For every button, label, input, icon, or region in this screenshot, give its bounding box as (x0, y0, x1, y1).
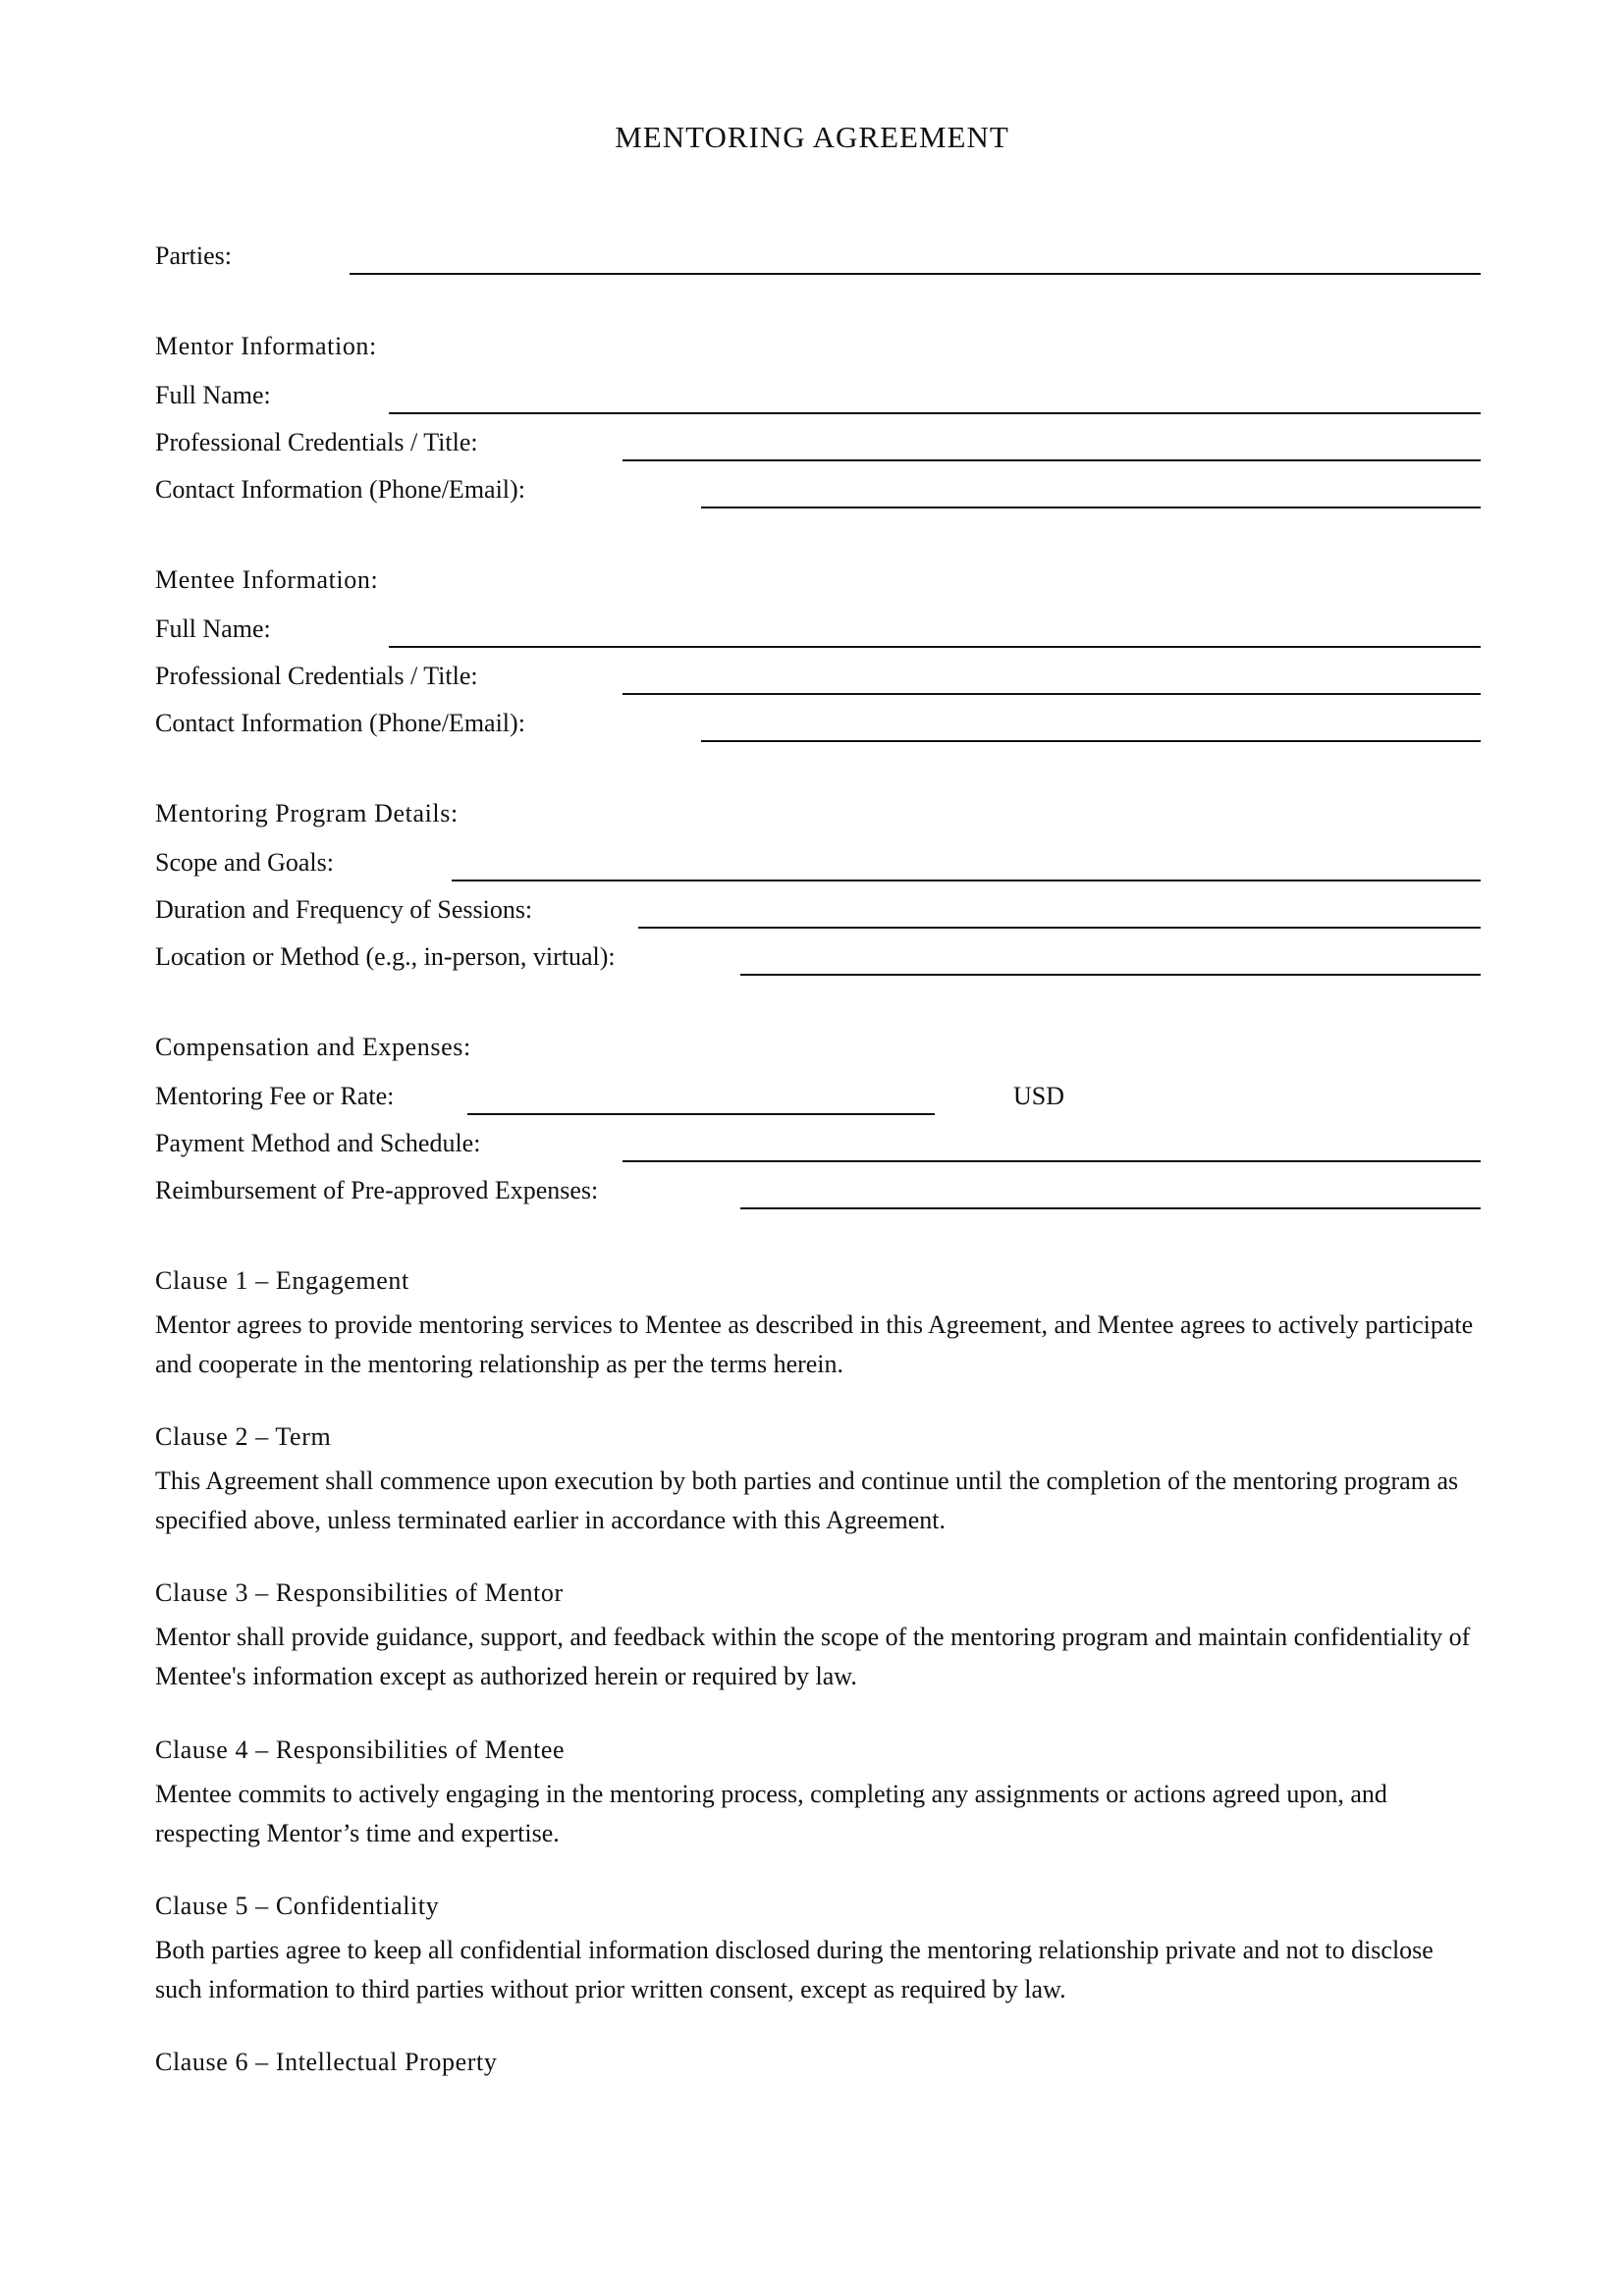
mentee-full-name-line[interactable] (389, 646, 1481, 648)
clause-4-body: Mentee commits to actively engaging in the mentoring process, completing any assignments or actions agreed upon, and respecting Mentor’s time and expertise. (155, 1780, 1387, 1847)
mentee-contact-row (155, 703, 1481, 742)
compensation-reimbursement-label: Reimbursement of Pre-approved Expenses: (155, 1176, 599, 1204)
mentor-full-name-label: Full Name: (155, 381, 271, 409)
parties-row (155, 236, 1481, 275)
program-scope-label: Scope and Goals: (155, 848, 334, 877)
program-location-label: Location or Method (e.g., in-person, virtual): (155, 942, 616, 971)
mentor-credentials-line[interactable] (623, 459, 1481, 461)
mentee-full-name-label: Full Name: (155, 614, 271, 643)
compensation-fee-currency: USD (1013, 1082, 1065, 1110)
mentee-credentials-line[interactable] (623, 693, 1481, 695)
compensation-reimbursement-row (155, 1170, 1481, 1209)
parties-line[interactable] (350, 273, 1481, 275)
compensation-payment-label: Payment Method and Schedule: (155, 1129, 481, 1157)
compensation-fee-label: Mentoring Fee or Rate: (155, 1082, 395, 1110)
mentee-credentials-label: Professional Credentials / Title: (155, 662, 478, 690)
compensation-fee-line[interactable] (467, 1113, 935, 1115)
clause-5-body: Both parties agree to keep all confidential information disclosed during the mentoring relationship private and not to disclose such information to third parties without prior written consent, except as required by law. (155, 1936, 1434, 2003)
clause-2-body: This Agreement shall commence upon execution by both parties and continue until the completion of the mentoring program as specified above, unless terminated earlier in accordance with this Agreement. (155, 1467, 1459, 1534)
mentor-credentials-row (155, 422, 1481, 461)
program-scope-line[interactable] (452, 880, 1481, 881)
document-title: MENTORING AGREEMENT (615, 120, 1009, 154)
program-scope-row (155, 842, 1481, 881)
compensation-payment-line[interactable] (623, 1160, 1481, 1162)
clause-1-body: Mentor agrees to provide mentoring services to Mentee as described in this Agreement, and Mentee agrees to actively participate and cooperate in the mentoring relationship as per the terms herein. (155, 1310, 1474, 1378)
program-location-row (155, 936, 1481, 976)
clause-6-heading: Clause 6 – Intellectual Property (155, 2048, 498, 2076)
program-duration-row (155, 889, 1481, 929)
mentee-heading: Mentee Information: (155, 565, 379, 594)
mentor-contact-line[interactable] (701, 507, 1481, 508)
program-location-line[interactable] (740, 974, 1481, 976)
clause-3-body: Mentor shall provide guidance, support, and feedback within the scope of the mentoring program and maintain confidentiality of Mentee's information except as authorized herein or required by law. (155, 1623, 1471, 1690)
mentor-contact-label: Contact Information (Phone/Email): (155, 475, 525, 504)
mentor-contact-row (155, 469, 1481, 508)
parties-label: Parties: (155, 241, 232, 270)
compensation-fee-row (155, 1076, 1481, 1115)
mentee-full-name-row (155, 609, 1481, 648)
program-heading: Mentoring Program Details: (155, 799, 459, 828)
compensation-reimbursement-line[interactable] (740, 1207, 1481, 1209)
compensation-heading: Compensation and Expenses: (155, 1033, 471, 1061)
mentee-contact-label: Contact Information (Phone/Email): (155, 709, 525, 737)
mentor-credentials-label: Professional Credentials / Title: (155, 428, 478, 456)
clause-5-heading: Clause 5 – Confidentiality (155, 1892, 440, 1920)
compensation-payment-row (155, 1123, 1481, 1162)
mentor-full-name-line[interactable] (389, 412, 1481, 414)
mentor-full-name-row (155, 375, 1481, 414)
clause-1-heading: Clause 1 – Engagement (155, 1266, 409, 1295)
program-duration-label: Duration and Frequency of Sessions: (155, 895, 533, 924)
program-duration-line[interactable] (638, 927, 1481, 929)
mentee-contact-line[interactable] (701, 740, 1481, 742)
clause-2-heading: Clause 2 – Term (155, 1422, 332, 1451)
clause-4-heading: Clause 4 – Responsibilities of Mentee (155, 1735, 566, 1764)
clause-3-heading: Clause 3 – Responsibilities of Mentor (155, 1578, 564, 1607)
mentor-heading: Mentor Information: (155, 332, 377, 360)
mentee-credentials-row (155, 656, 1481, 695)
